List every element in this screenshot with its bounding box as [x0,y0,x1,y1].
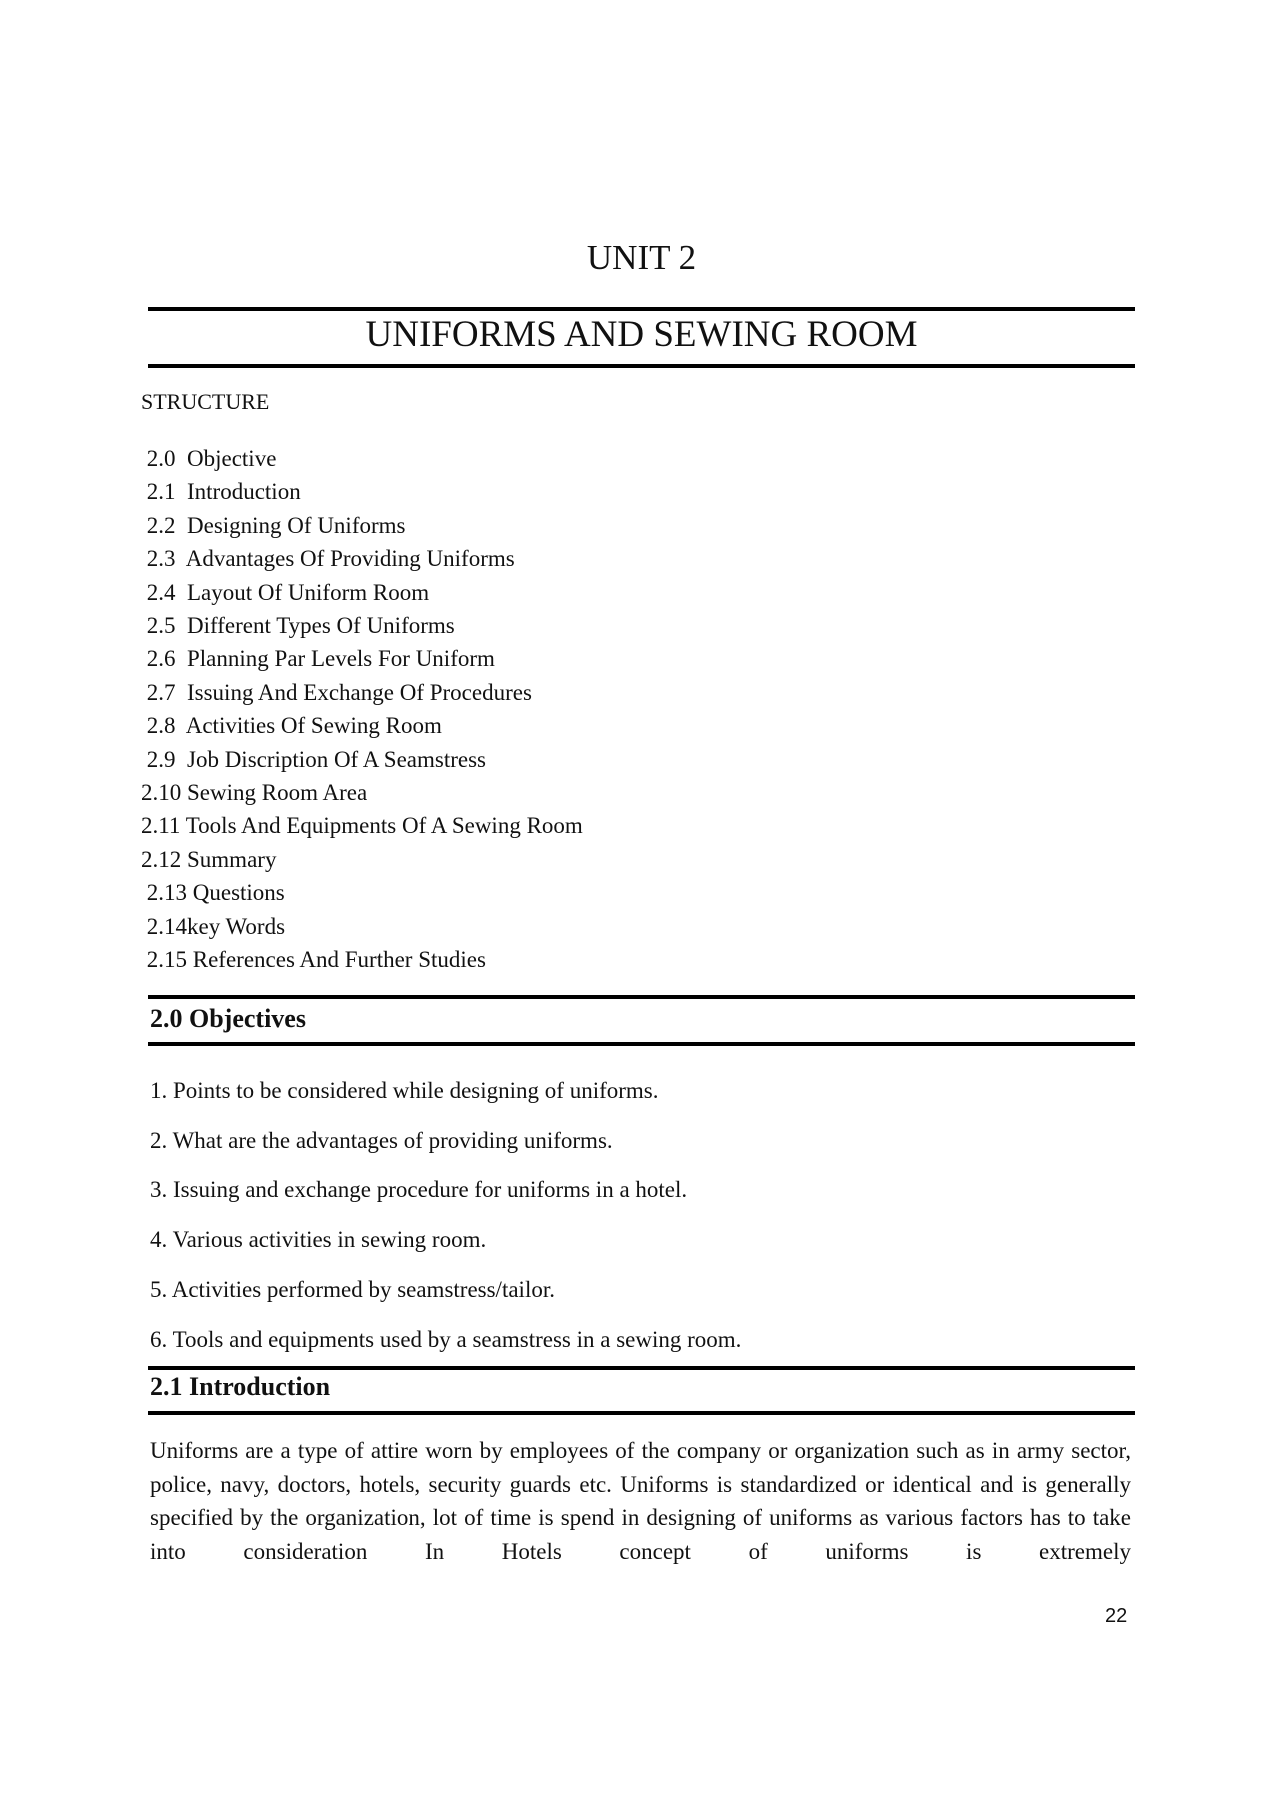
toc-item: 2.3 Advantages Of Providing Uniforms [141,546,515,572]
toc-item: 2.9 Job Discription Of A Seamstress [141,746,486,772]
section-heading-objectives: 2.0 Objectives [150,1004,306,1033]
unit-heading: UNIT 2 [586,238,697,277]
divider [148,364,1135,368]
section-heading-introduction: 2.1 Introduction [150,1372,331,1401]
toc-item: 2.13 Questions [141,880,285,906]
toc-item: 2.11 Tools And Equipments Of A Sewing Room [141,813,583,839]
toc-item: 2.15 References And Further Studies [141,947,486,973]
toc-item: 2.1 Introduction [141,479,301,505]
objective-item: 4. Various activities in sewing room. [150,1227,487,1253]
toc-item: 2.14key Words [141,913,286,939]
toc-item: 2.10 Sewing Room Area [141,780,368,806]
page-number: 22 [1105,1605,1128,1627]
objective-item: 6. Tools and equipments used by a seamstress in a sewing room. [150,1326,742,1352]
structure-label: STRUCTURE [141,389,270,414]
objective-item: 5. Activities performed by seamstress/tailor. [150,1276,555,1302]
toc-item: 2.2 Designing Of Uniforms [141,512,406,538]
divider [148,307,1135,311]
chapter-title: UNIFORMS AND SEWING ROOM [365,314,918,355]
objective-item: 3. Issuing and exchange procedure for uniforms in a hotel. [150,1177,688,1203]
table-of-contents [141,442,583,977]
divider [148,1042,1135,1046]
divider [148,1366,1135,1370]
toc-item: 2.7 Issuing And Exchange Of Procedures [141,679,532,705]
toc-item: 2.6 Planning Par Levels For Uniform [141,646,495,672]
toc-item: 2.0 Objective [141,446,277,471]
toc-item: 2.12 Summary [141,846,277,872]
toc-item: 2.8 Activities Of Sewing Room [141,713,442,739]
toc-item: 2.5 Different Types Of Uniforms [141,613,455,639]
toc-item: 2.4 Layout Of Uniform Room [141,579,430,605]
objectives-list [150,1066,741,1364]
divider [148,995,1135,999]
objective-item: 2. What are the advantages of providing uniforms. [150,1127,613,1153]
introduction-paragraph: Uniforms are a type of attire worn by employees of the company or organization such as in army sector, police, navy, doctors, hotels, security guards etc. Uniforms is standardized or identical and is generally specified by the organization, lot of time is spend in designing of uniforms as various factors has to take into consideration In Hotels concept of uniforms is extremely [150,1438,1131,1564]
objective-item: 1. Points to be considered while designing of uniforms. [150,1078,659,1103]
divider [148,1411,1135,1415]
